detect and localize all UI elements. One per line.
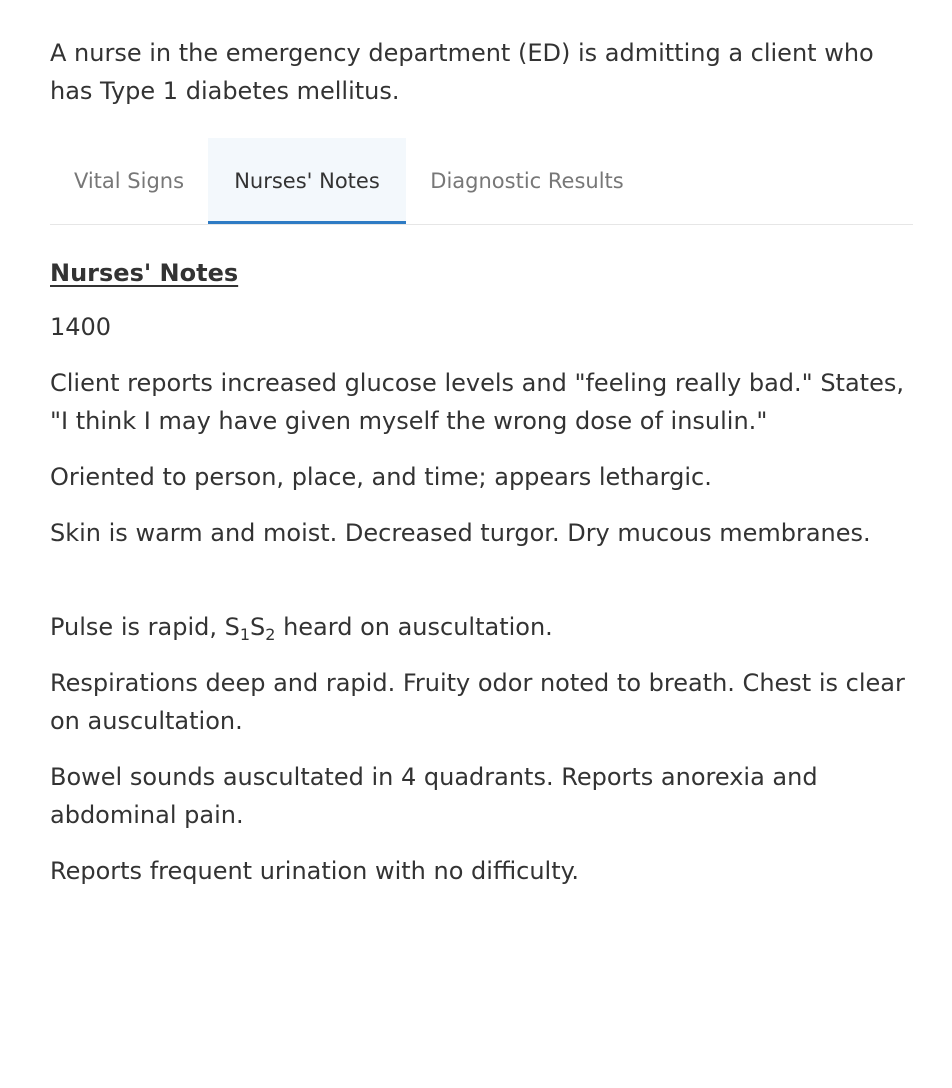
pulse-text-prefix: Pulse is rapid, S [50, 613, 240, 641]
pulse-text-suffix: heard on auscultation. [275, 613, 553, 641]
pulse-sub-2: 2 [265, 625, 276, 644]
tab-diagnostic-results[interactable]: Diagnostic Results [430, 169, 624, 193]
note-respirations: Respirations deep and rapid. Fruity odor noted to breath. Chest is clear on auscultation. [50, 669, 905, 735]
pulse-sub-1: 1 [239, 625, 251, 644]
note-bowel-sounds: Bowel sounds auscultated in 4 quadrants. Reports anorexia and abdominal pain. [50, 763, 818, 829]
note-client-report: Client reports increased glucose levels and "feeling really bad." States, "I think I may have given myself the wrong dose of insulin." [50, 369, 904, 435]
note-time: 1400 [50, 313, 112, 341]
record-tabs [50, 138, 913, 225]
note-pulse [50, 608, 910, 646]
pulse-text-mid: S [250, 613, 266, 641]
tab-panel-nurses-notes [50, 252, 910, 890]
note-skin: Skin is warm and moist. Decreased turgor. Dry mucous membranes. [50, 519, 871, 547]
section-title: Nurses' Notes [50, 259, 239, 287]
case-intro: A nurse in the emergency department (ED) is admitting a client who has Type 1 diabetes mellitus. [50, 39, 874, 105]
tab-nurses-notes[interactable]: Nurses' Notes [208, 138, 406, 224]
tab-vital-signs[interactable]: Vital Signs [73, 169, 185, 193]
note-orientation: Oriented to person, place, and time; appears lethargic. [50, 463, 712, 491]
note-urination: Reports frequent urination with no difficulty. [50, 857, 580, 885]
